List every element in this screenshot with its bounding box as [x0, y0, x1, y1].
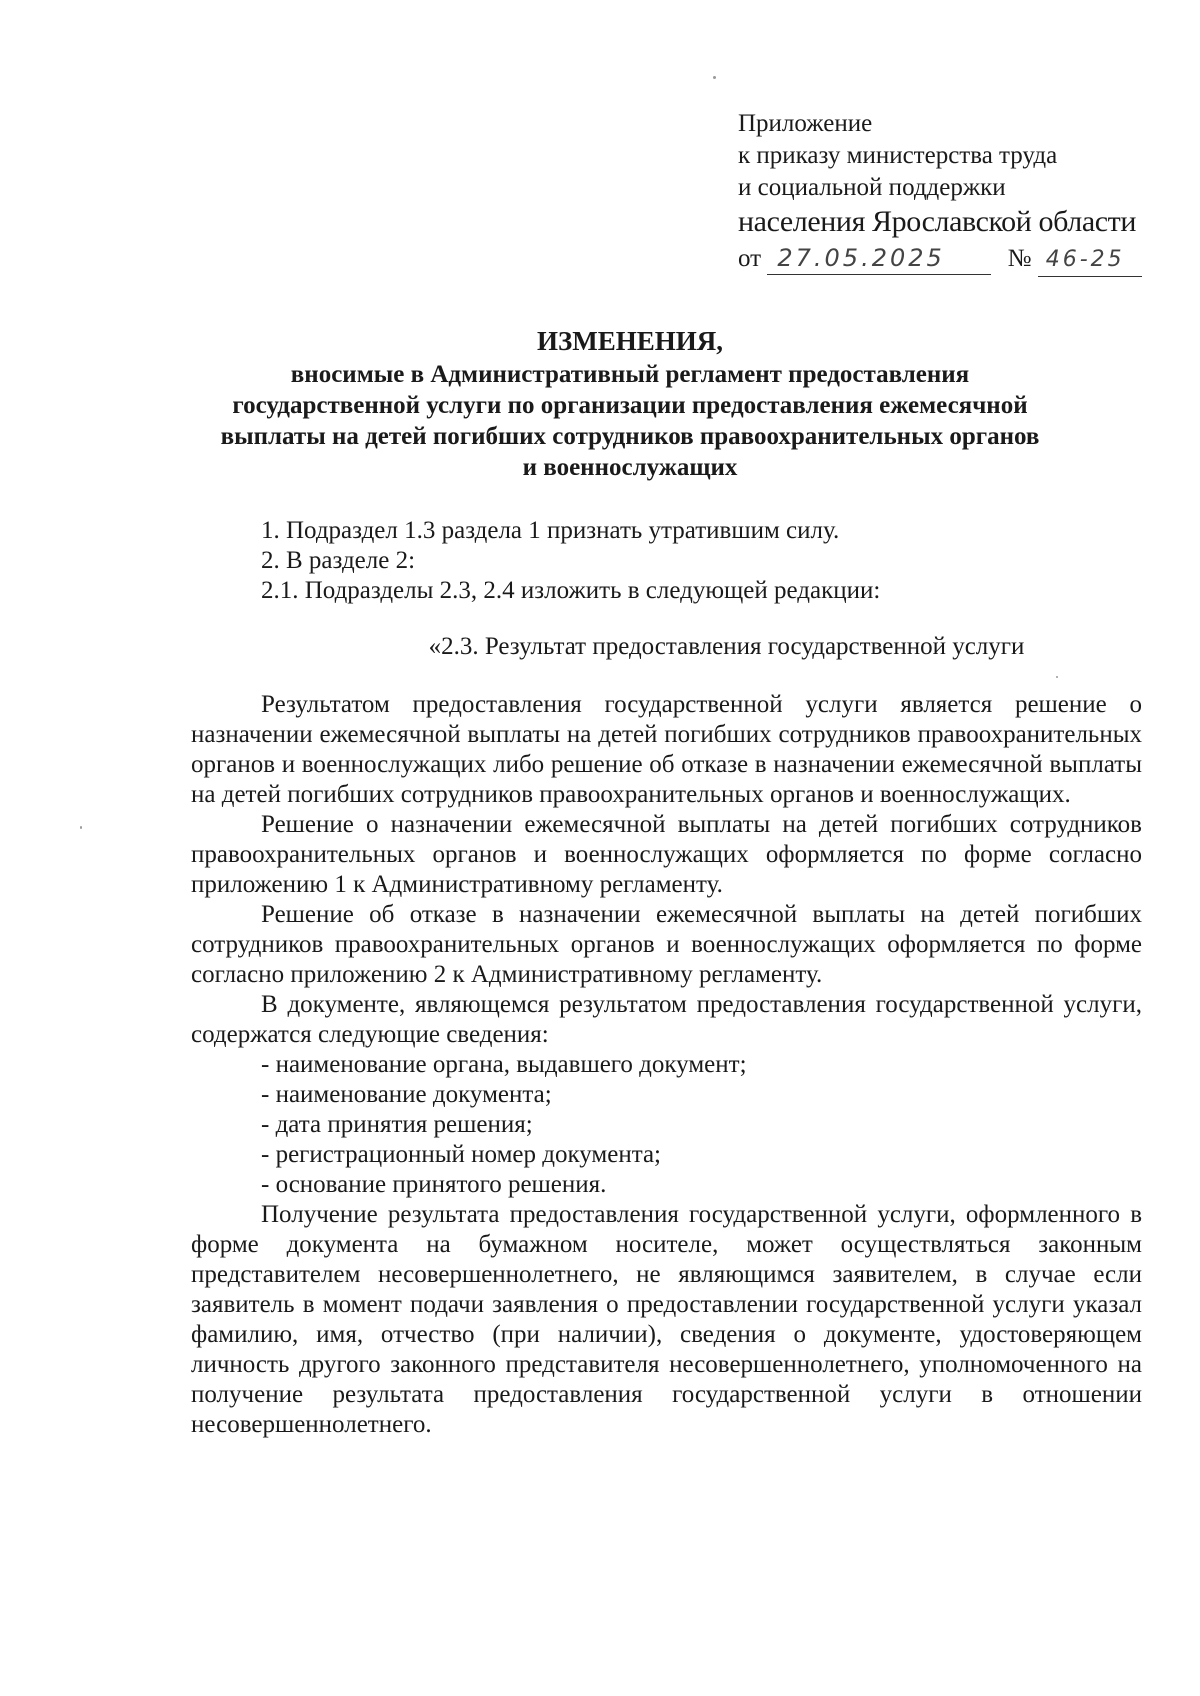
document-body	[191, 516, 1142, 1440]
title-line: вносимые в Административный регламент предоставления	[290, 361, 970, 388]
paragraph-result: Результатом предоставления государственной услуги является решение о назначении ежемесячной выплаты на детей погибших сотрудников правоохранительных органов и военнослужащих либо решение об отказе в назначении ежемесячной выплаты на детей погибших сотрудников правоохранительных органов и военнослужащих.	[191, 691, 1142, 808]
paragraph-decision-grant: Решение о назначении ежемесячной выплаты на детей погибших сотрудников правоохранительных органов и военнослужащих оформляется по форме согласно приложению 1 к Административному регламенту.	[191, 811, 1142, 898]
list-item: - основание принятого решения.	[261, 1171, 607, 1198]
approval-stamp-block	[738, 108, 1158, 277]
contents-list	[191, 1050, 1142, 1200]
approval-date-line	[738, 242, 1158, 277]
approval-line: населения Ярославской области	[738, 205, 1137, 238]
paragraph-result-receipt: Получение результата предоставления государственной услуги, оформленного в форме документа на бумажном носителе, может осуществляться законным представителем несовершеннолетнего, не являющимся заявителем, в случае если заявитель в момент подачи заявления о предоставлении государственной услуги указал фамилию, имя, отчество (при наличии), сведения о документе, удостоверяющем личность другого законного представителя несовершеннолетнего, уполномоченного на получение результата предоставления государственной услуги в отношении несовершеннолетнего.	[191, 1201, 1142, 1438]
title-line: и военнослужащих	[522, 454, 738, 481]
number-prefix: №	[1007, 245, 1032, 272]
list-item: - регистрационный номер документа;	[261, 1141, 661, 1168]
approval-line: Приложение	[738, 110, 873, 137]
item-2: 2. В разделе 2:	[261, 547, 416, 574]
title-line: государственной услуги по организации предоставления ежемесячной	[232, 392, 1028, 419]
paragraph-document-contents: В документе, являющемся результатом предоставления государственной услуги, содержатся следующие сведения:	[191, 991, 1142, 1048]
title-line: выплаты на детей погибших сотрудников правоохранительных органов	[220, 423, 1040, 450]
list-item: - наименование документа;	[261, 1081, 552, 1108]
document-title	[170, 326, 1090, 483]
list-item: - дата принятия решения;	[261, 1111, 533, 1138]
date-prefix: от	[738, 245, 762, 272]
scan-speck	[80, 826, 82, 829]
paragraph-decision-refusal: Решение об отказе в назначении ежемесячной выплаты на детей погибших сотрудников правоохранительных органов и военнослужащих оформляется по форме согласно приложению 2 к Административному регламенту.	[191, 901, 1142, 988]
title-heading: ИЗМЕНЕНИЯ,	[536, 326, 723, 356]
list-item: - наименование органа, выдавшего документ;	[261, 1051, 747, 1078]
subsection-title: «2.3. Результат предоставления государственной услуги	[428, 633, 1025, 660]
handwritten-date: 27.05.2025	[767, 242, 991, 275]
item-1: 1. Подраздел 1.3 раздела 1 признать утратившим силу.	[261, 517, 840, 544]
approval-line: к приказу министерства труда	[738, 142, 1058, 169]
handwritten-number: 46-25	[1038, 244, 1142, 277]
item-2-1: 2.1. Подразделы 2.3, 2.4 изложить в следующей редакции:	[261, 577, 881, 604]
approval-line: и социальной поддержки	[738, 174, 1006, 201]
scan-speck	[713, 76, 716, 79]
